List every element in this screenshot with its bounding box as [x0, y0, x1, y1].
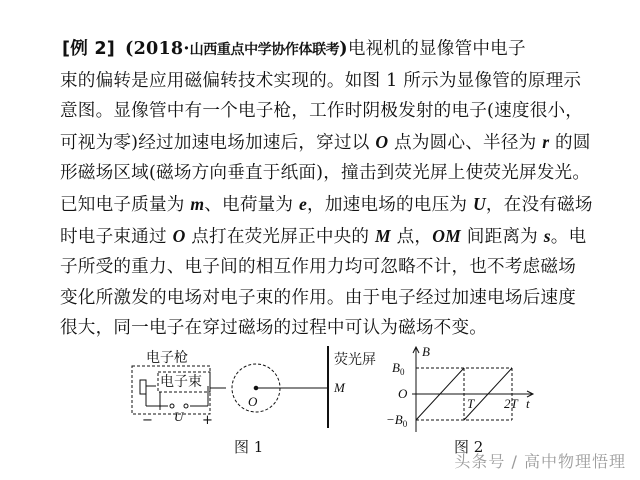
- beam-label: 电子束: [160, 374, 202, 390]
- minus-sign: −: [142, 413, 153, 428]
- figure-2-graph: [386, 344, 536, 434]
- two-t-label: 2T: [504, 396, 518, 411]
- problem-line-7: 时电子束通过 O 点打在荧光屏正中央的 M 点，OM 间距离为 s。电: [60, 225, 587, 247]
- neg-b0-label: $-B_0$: [386, 412, 408, 429]
- problem-line-6: 已知电子质量为 m、电荷量为 e，加速电场的电压为 U，在没有磁场: [60, 193, 593, 215]
- o-label: O: [248, 394, 258, 409]
- problem-line-4: 可视为零)经过加速电场加速后，穿过以 O 点为圆心、半径为 r 的圆: [60, 131, 591, 153]
- problem-line-3: 意图。显像管中有一个电子枪，工作时阴极发射的电子(速度很小，: [60, 101, 584, 122]
- plus-sign: +: [202, 413, 213, 428]
- figure-2-caption: 图 2: [454, 438, 484, 456]
- screen-label: 荧光屏: [334, 352, 376, 368]
- u-label: U: [174, 409, 184, 424]
- problem-line-1: [例 2] (2018·山西重点中学协作体联考)电视机的显像管中电子: [62, 38, 526, 59]
- problem-line-2: 束的偏转是应用磁偏转技术实现的。如图 1 所示为显像管的原理示: [60, 70, 582, 91]
- problem-line-10: 很大，同一电子在穿过磁场的过程中可认为磁场不变。: [60, 318, 488, 339]
- problem-line-8: 子所受的重力、电子间的相互作用力均可忽略不计，也不考虑磁场: [60, 257, 577, 278]
- figure-1-caption: 图 1: [234, 438, 264, 456]
- gun-label: 电子枪: [146, 350, 188, 366]
- b-axis-label: B: [422, 344, 430, 359]
- watermark: 头条号 / 高中物理悟理: [454, 452, 626, 471]
- example-tag: [例 2]: [62, 39, 116, 59]
- figure-1-diagram: [130, 346, 390, 428]
- t-axis-label: t: [526, 396, 530, 411]
- problem-line-9: 变化所激发的电场对电子束的作用。由于电子经过加速电场后速度: [60, 287, 577, 308]
- problem-text: [60, 34, 620, 344]
- m-label: M: [334, 380, 345, 395]
- origin-label: O: [398, 386, 408, 401]
- problem-line-5: 形磁场区域(磁场方向垂直于纸面)，撞击到荧光屏上使荧光屏发光。: [60, 163, 591, 184]
- source-name: 山西重点中学协作体联考: [189, 42, 340, 58]
- t-mark-label: T: [467, 396, 475, 411]
- b0-label: $B_0$: [392, 360, 405, 377]
